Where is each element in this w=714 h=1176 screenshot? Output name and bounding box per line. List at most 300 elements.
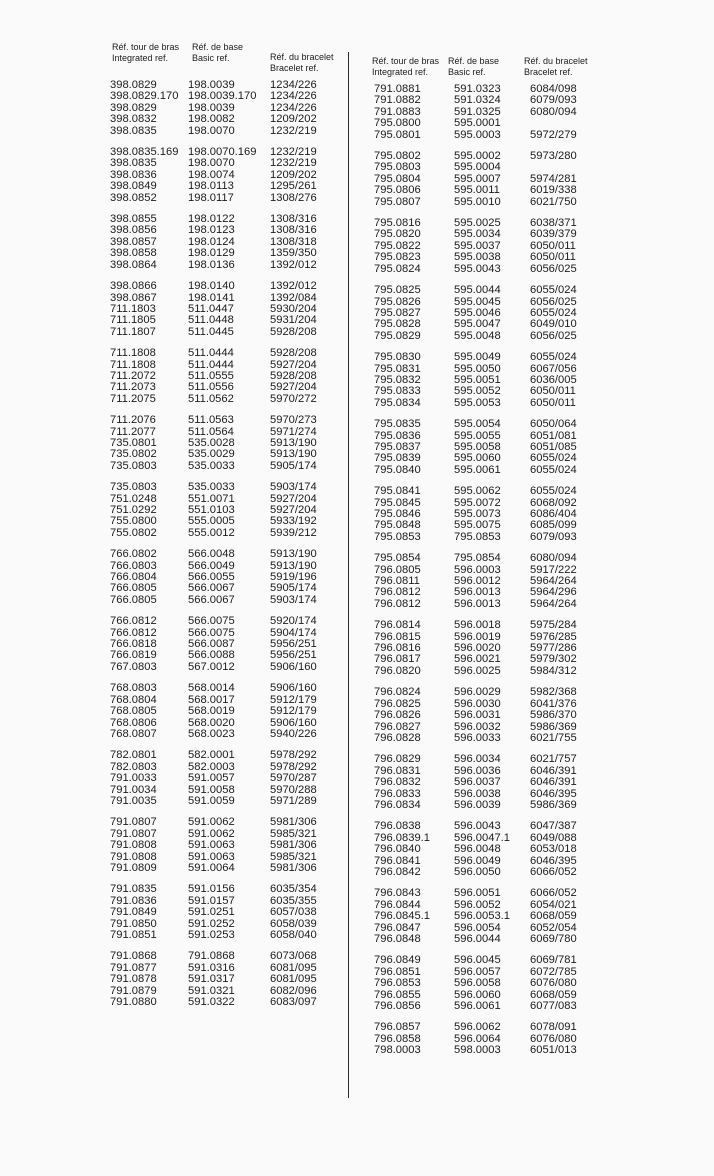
integrated-ref-cell: 795.0825: [374, 284, 421, 297]
integrated-ref-cell: 791.0836: [110, 894, 157, 907]
integrated-ref-cell: 398.0829.170: [110, 90, 179, 103]
basic-ref-cell: 566.0088: [188, 649, 235, 662]
basic-ref-cell: 595.0073: [454, 508, 501, 520]
integrated-ref-cell: 798.0003: [374, 1044, 421, 1057]
row-group: [372, 754, 652, 811]
basic-ref-cell: 596.0049: [454, 854, 501, 867]
bracelet-ref-cell: 1209/202: [270, 113, 317, 126]
table-row: [60, 193, 350, 204]
bracelet-ref-cell: 6055/024: [530, 463, 577, 476]
basic-ref-cell: 591.0322: [188, 996, 235, 1009]
bracelet-ref-cell: 5956/251: [270, 649, 317, 662]
basic-ref-cell: 595.0053: [454, 396, 501, 409]
basic-ref-cell: 511.0444: [188, 347, 234, 360]
row-group: [372, 151, 652, 208]
basic-ref-cell: 198.0124: [188, 235, 235, 248]
integrated-ref-cell: 796.0820: [374, 664, 421, 677]
basic-ref-cell: 596.0036: [454, 764, 501, 777]
integrated-ref-cell: 796.0848: [374, 933, 421, 945]
basic-ref-cell: 596.0003: [454, 563, 501, 576]
header-integrated-ref: Réf. tour de bras Integrated ref.: [112, 42, 180, 63]
integrated-ref-cell: 795.0837: [374, 440, 421, 453]
integrated-ref-cell: 795.0836: [374, 429, 421, 442]
bracelet-ref-cell: 5970/287: [270, 772, 317, 785]
basic-ref-cell: 595.0052: [454, 385, 501, 398]
table-row: [372, 620, 652, 631]
basic-ref-cell: 555.0012: [188, 526, 235, 539]
basic-ref-cell: 198.0039: [188, 101, 235, 114]
basic-ref-cell: 595.0002: [454, 150, 501, 163]
table-row: [372, 486, 652, 497]
bracelet-ref-cell: 6041/376: [530, 697, 577, 710]
integrated-ref-cell: 796.0844: [374, 898, 421, 911]
integrated-ref-cell: 791.0883: [374, 105, 421, 118]
basic-ref-cell: 568.0019: [188, 705, 235, 718]
row-group: [372, 821, 652, 878]
table-row: [372, 553, 652, 564]
bracelet-ref-cell: 5974/281: [530, 172, 577, 185]
integrated-ref-cell: 398.0864: [110, 258, 157, 271]
integrated-ref-cell: 795.0824: [374, 262, 421, 275]
table-row: [60, 840, 350, 851]
integrated-ref-cell: 795.0801: [374, 128, 421, 141]
bracelet-ref-cell: 6055/024: [530, 284, 577, 297]
integrated-ref-cell: 711.2077: [110, 425, 156, 438]
bracelet-ref-cell: 6068/059: [530, 988, 577, 1001]
header-bracelet-ref: Réf. du bracelet Bracelet ref.: [524, 56, 588, 77]
table-row: [60, 281, 350, 292]
integrated-ref-cell: 795.0840: [374, 463, 421, 476]
integrated-ref-cell: 766.0805: [110, 582, 157, 595]
row-group: [372, 419, 652, 476]
integrated-ref-cell: 795.0828: [374, 318, 421, 331]
integrated-ref-cell: 766.0802: [110, 548, 157, 561]
basic-ref-cell: 566.0067: [188, 582, 235, 595]
bracelet-ref-cell: 6079/093: [530, 94, 577, 107]
row-group: [60, 951, 350, 1008]
basic-ref-cell: 791.0868: [188, 950, 235, 963]
integrated-ref-cell: 735.0802: [110, 448, 157, 461]
basic-ref-cell: 596.0037: [454, 776, 501, 789]
bracelet-ref-cell: 1359/350: [270, 247, 317, 260]
row-group: [372, 620, 652, 677]
basic-ref-cell: 596.0062: [454, 1021, 501, 1034]
integrated-ref-cell: 398.0832: [110, 113, 157, 126]
basic-ref-cell: 566.0055: [188, 571, 235, 584]
bracelet-ref-cell: 5956/251: [270, 638, 317, 651]
bracelet-ref-cell: 6081/095: [270, 973, 317, 986]
bracelet-ref-cell: 5905/174: [270, 459, 317, 472]
row-group: [372, 1022, 652, 1056]
basic-ref-cell: 595.0044: [454, 284, 501, 297]
basic-ref-cell: 595.0004: [454, 161, 501, 174]
bracelet-ref-cell: 5940/226: [270, 727, 317, 740]
basic-ref-cell: 595.0051: [454, 373, 501, 386]
integrated-ref-cell: 398.0835: [110, 157, 157, 170]
table-row: [372, 1001, 652, 1012]
basic-ref-cell: 591.0063: [188, 839, 235, 852]
basic-ref-cell: 591.0157: [188, 894, 235, 907]
bracelet-ref-cell: 5984/312: [530, 664, 577, 677]
integrated-ref-cell: 795.0830: [374, 351, 421, 364]
basic-ref-cell: 198.0039: [188, 79, 235, 91]
basic-ref-cell: 596.0047.1: [454, 831, 510, 844]
integrated-ref-cell: 795.0832: [374, 373, 421, 386]
row-group: [60, 616, 350, 673]
bracelet-ref-cell: 6069/780: [530, 933, 577, 945]
basic-ref-cell: 595.0043: [454, 262, 501, 275]
basic-ref-cell: 596.0061: [454, 1000, 501, 1013]
table-row: [372, 733, 652, 744]
bracelet-ref-cell: 5939/212: [270, 526, 317, 539]
table-row: [372, 264, 652, 275]
integrated-ref-cell: 796.0845.1: [374, 910, 430, 923]
bracelet-ref-cell: 6068/092: [530, 496, 577, 509]
bracelet-ref-cell: 5970/288: [270, 783, 317, 796]
integrated-ref-cell: 755.0802: [110, 526, 157, 539]
basic-ref-cell: 595.0072: [454, 496, 501, 509]
basic-ref-cell: 567.0012: [188, 660, 235, 673]
basic-ref-cell: 566.0075: [188, 626, 235, 639]
bracelet-ref-cell: 1308/316: [270, 224, 317, 237]
basic-ref-cell: 595.0054: [454, 418, 501, 431]
integrated-ref-cell: 711.1808: [110, 347, 156, 360]
basic-ref-cell: 511.0445: [188, 325, 234, 338]
basic-ref-cell: 566.0075: [188, 615, 235, 628]
basic-ref-cell: 595.0001: [454, 117, 501, 130]
table-row: [372, 754, 652, 765]
basic-ref-cell: 566.0067: [188, 593, 235, 606]
basic-ref-cell: 511.0563: [188, 414, 234, 427]
row-group: [60, 348, 350, 405]
bracelet-ref-cell: 6069/781: [530, 954, 577, 967]
bracelet-ref-cell: 6051/013: [530, 1044, 577, 1057]
integrated-ref-cell: 791.0878: [110, 973, 157, 986]
basic-ref-cell: 596.0039: [454, 798, 501, 811]
left-column: [60, 42, 350, 1018]
table-row: [372, 599, 652, 610]
basic-ref-cell: 595.0037: [454, 239, 501, 252]
basic-ref-cell: 511.0556: [188, 381, 234, 394]
bracelet-ref-cell: 6057/038: [270, 906, 317, 919]
row-group: [372, 352, 652, 409]
integrated-ref-cell: 791.0849: [110, 906, 157, 919]
table-row: [372, 352, 652, 363]
bracelet-ref-cell: 6081/095: [270, 961, 317, 974]
table-row: [60, 181, 350, 192]
basic-ref-cell: 596.0058: [454, 977, 501, 990]
bracelet-ref-cell: 5913/190: [270, 436, 317, 449]
row-group: [60, 750, 350, 807]
bracelet-ref-cell: 5930/204: [270, 302, 317, 315]
integrated-ref-cell: 791.0850: [110, 917, 157, 930]
basic-ref-cell: 198.0136: [188, 258, 235, 271]
bracelet-ref-cell: 1392/012: [270, 280, 317, 293]
integrated-ref-cell: 791.0879: [110, 984, 157, 997]
integrated-ref-cell: 795.0846: [374, 508, 421, 520]
row-group: [60, 80, 350, 137]
bracelet-ref-cell: 6021/757: [530, 753, 577, 766]
header-basic-ref: Réf. de base Basic ref.: [192, 42, 244, 63]
bracelet-ref-cell: 5978/292: [270, 749, 317, 762]
bracelet-ref-cell: 5912/179: [270, 693, 317, 706]
integrated-ref-cell: 735.0803: [110, 481, 157, 494]
integrated-ref-cell: 398.0855: [110, 213, 157, 226]
bracelet-ref-cell: 6051/085: [530, 440, 577, 453]
bracelet-ref-cell: 6053/018: [530, 843, 577, 856]
basic-ref-cell: 511.0562: [188, 392, 234, 405]
row-group: [372, 218, 652, 275]
table-row: [60, 348, 350, 359]
table-row: [372, 465, 652, 476]
basic-ref-cell: 511.0448: [188, 314, 234, 327]
integrated-ref-cell: 796.0805: [374, 563, 421, 576]
basic-ref-cell: 596.0044: [454, 933, 501, 945]
bracelet-ref-cell: 5906/160: [270, 660, 317, 673]
row-group: [372, 486, 652, 543]
bracelet-ref-cell: 6083/097: [270, 996, 317, 1009]
bracelet-ref-cell: 5976/285: [530, 630, 577, 643]
basic-ref-cell: 591.0316: [188, 961, 235, 974]
integrated-ref-cell: 796.0853: [374, 977, 421, 990]
integrated-ref-cell: 795.0800: [374, 117, 421, 130]
bracelet-ref-cell: 5964/264: [530, 597, 577, 610]
right-header: [372, 42, 652, 78]
basic-ref-cell: 591.0063: [188, 850, 235, 863]
integrated-ref-cell: 796.0829: [374, 753, 421, 766]
bracelet-ref-cell: 5933/192: [270, 515, 317, 528]
table-row: [372, 285, 652, 296]
bracelet-ref-cell: 6068/059: [530, 910, 577, 923]
integrated-ref-cell: 751.0292: [110, 504, 157, 516]
bracelet-ref-cell: 6050/011: [530, 239, 576, 252]
table-row: [60, 974, 350, 985]
row-group: [60, 214, 350, 271]
basic-ref-cell: 591.0323: [454, 83, 501, 95]
basic-ref-cell: 596.0064: [454, 1032, 501, 1045]
integrated-ref-cell: 398.0836: [110, 168, 157, 181]
bracelet-ref-cell: 6067/056: [530, 362, 577, 375]
table-row: [60, 773, 350, 784]
bracelet-ref-cell: 1234/226: [270, 90, 317, 103]
bracelet-ref-cell: 5964/296: [530, 586, 577, 599]
basic-ref-cell: 596.0031: [454, 709, 501, 722]
basic-ref-cell: 595.0045: [454, 295, 501, 308]
integrated-ref-cell: 796.0826: [374, 709, 421, 722]
integrated-ref-cell: 398.0835: [110, 124, 157, 137]
table-row: [372, 666, 652, 677]
basic-ref-cell: 598.0003: [454, 1044, 501, 1057]
basic-ref-cell: 591.0156: [188, 883, 235, 896]
integrated-ref-cell: 795.0826: [374, 295, 421, 308]
basic-ref-cell: 595.0060: [454, 452, 501, 465]
bracelet-ref-cell: 6058/039: [270, 917, 317, 930]
integrated-ref-cell: 795.0841: [374, 485, 421, 498]
integrated-ref-cell: 795.0802: [374, 150, 421, 163]
integrated-ref-cell: 711.2073: [110, 381, 156, 394]
table-row: [372, 844, 652, 855]
basic-ref-cell: 198.0129: [188, 247, 235, 260]
bracelet-ref-cell: 6046/395: [530, 787, 577, 800]
table-row: [60, 706, 350, 717]
integrated-ref-cell: 791.0880: [110, 996, 157, 1009]
table-row: [372, 331, 652, 342]
basic-ref-cell: 511.0555: [188, 369, 234, 382]
integrated-ref-cell: 796.0855: [374, 988, 421, 1001]
basic-ref-cell: 595.0046: [454, 306, 501, 319]
row-group: [60, 884, 350, 941]
bracelet-ref-cell: 5986/369: [530, 720, 577, 733]
integrated-ref-cell: 795.0829: [374, 329, 421, 342]
bracelet-ref-cell: 5903/174: [270, 481, 317, 494]
integrated-ref-cell: 796.0815: [374, 630, 421, 643]
integrated-ref-cell: 751.0248: [110, 492, 157, 505]
integrated-ref-cell: 796.0843: [374, 887, 421, 900]
basic-ref-cell: 591.0324: [454, 94, 501, 107]
bracelet-ref-cell: 6035/354: [270, 883, 317, 896]
bracelet-ref-cell: 6076/080: [530, 977, 577, 990]
integrated-ref-cell: 398.0858: [110, 247, 157, 260]
bracelet-ref-cell: 5928/208: [270, 369, 317, 382]
table-row: [372, 532, 652, 543]
table-row: [60, 549, 350, 560]
table-row: [60, 750, 350, 761]
basic-ref-cell: 595.0003: [454, 128, 501, 141]
table-row: [60, 907, 350, 918]
bracelet-ref-cell: 6072/785: [530, 965, 577, 978]
integrated-ref-cell: 795.0848: [374, 519, 421, 532]
basic-ref-cell: 566.0087: [188, 638, 235, 651]
integrated-ref-cell: 791.0882: [374, 94, 421, 107]
basic-ref-cell: 591.0064: [188, 861, 235, 874]
bracelet-ref-cell: 6073/068: [270, 950, 317, 963]
integrated-ref-cell: 766.0818: [110, 638, 157, 651]
table-row: [60, 595, 350, 606]
integrated-ref-cell: 795.0833: [374, 385, 421, 398]
basic-ref-cell: 795.0854: [454, 552, 501, 565]
integrated-ref-cell: 796.0857: [374, 1021, 421, 1034]
integrated-ref-cell: 398.0829: [110, 101, 157, 114]
integrated-ref-cell: 796.0833: [374, 787, 421, 800]
table-row: [60, 616, 350, 627]
basic-ref-cell: 591.0253: [188, 929, 235, 941]
bracelet-ref-cell: 1295/261: [270, 180, 317, 193]
integrated-ref-cell: 796.0851: [374, 965, 421, 978]
integrated-ref-cell: 766.0804: [110, 571, 157, 584]
integrated-ref-cell: 796.0849: [374, 954, 421, 967]
bracelet-ref-cell: 6050/011: [530, 251, 576, 264]
basic-ref-cell: 595.0025: [454, 217, 501, 230]
basic-ref-cell: 596.0013: [454, 597, 501, 610]
integrated-ref-cell: 711.2076: [110, 414, 156, 427]
table-row: [60, 683, 350, 694]
basic-ref-cell: 555.0005: [188, 515, 235, 528]
basic-ref-cell: 568.0020: [188, 716, 235, 729]
bracelet-ref-cell: 6066/052: [530, 865, 577, 878]
bracelet-ref-cell: 6019/338: [530, 184, 577, 197]
integrated-ref-cell: 735.0801: [110, 436, 157, 449]
bracelet-ref-cell: 6056/025: [530, 295, 577, 308]
basic-ref-cell: 198.0070.169: [188, 146, 257, 159]
integrated-ref-cell: 791.0809: [110, 861, 157, 874]
table-row: [60, 248, 350, 259]
table-row: [60, 930, 350, 941]
basic-ref-cell: 535.0028: [188, 436, 235, 449]
integrated-ref-cell: 766.0812: [110, 615, 157, 628]
integrated-ref-cell: 796.0847: [374, 921, 421, 934]
basic-ref-cell: 568.0023: [188, 727, 235, 740]
basic-ref-cell: 198.0122: [188, 213, 235, 226]
table-row: [60, 528, 350, 539]
basic-ref-cell: 591.0058: [188, 783, 235, 796]
bracelet-ref-cell: 1392/012: [270, 258, 317, 271]
integrated-ref-cell: 791.0881: [374, 83, 421, 95]
integrated-ref-cell: 796.0828: [374, 731, 421, 744]
bracelet-ref-cell: 5973/280: [530, 150, 577, 163]
bracelet-ref-cell: 6078/091: [530, 1021, 577, 1034]
bracelet-ref-cell: 5970/272: [270, 392, 317, 405]
bracelet-ref-cell: 6055/024: [530, 351, 577, 364]
integrated-ref-cell: 795.0823: [374, 251, 421, 264]
integrated-ref-cell: 796.0817: [374, 653, 421, 666]
row-group: [372, 955, 652, 1012]
bracelet-ref-cell: 1308/318: [270, 235, 317, 248]
integrated-ref-cell: 711.1808: [110, 358, 156, 371]
basic-ref-cell: 582.0003: [188, 760, 235, 773]
table-row: [372, 867, 652, 878]
header-integrated-ref: Réf. tour de bras Integrated ref.: [372, 56, 440, 77]
bracelet-ref-cell: 5972/279: [530, 128, 577, 141]
integrated-ref-cell: 711.2072: [110, 369, 156, 382]
basic-ref-cell: 198.0141: [188, 291, 235, 304]
basic-ref-cell: 596.0019: [454, 630, 501, 643]
integrated-ref-cell: 795.0839: [374, 452, 421, 465]
integrated-ref-cell: 796.0856: [374, 1000, 421, 1013]
basic-ref-cell: 566.0048: [188, 548, 235, 561]
bracelet-ref-cell: 6049/010: [530, 318, 577, 331]
table-row: [60, 126, 350, 137]
table-row: [372, 197, 652, 208]
integrated-ref-cell: 795.0804: [374, 172, 421, 185]
integrated-ref-cell: 795.0816: [374, 217, 421, 230]
basic-ref-cell: 595.0049: [454, 351, 501, 364]
basic-ref-cell: 198.0082: [188, 113, 235, 126]
table-row: [372, 710, 652, 721]
basic-ref-cell: 198.0123: [188, 224, 235, 237]
integrated-ref-cell: 791.0851: [110, 929, 157, 941]
table-row: [372, 934, 652, 945]
table-row: [60, 796, 350, 807]
bracelet-ref-cell: 6055/024: [530, 306, 577, 319]
bracelet-ref-cell: 6058/040: [270, 929, 317, 941]
table-row: [60, 662, 350, 673]
right-column: [372, 42, 652, 1067]
bracelet-ref-cell: 5903/174: [270, 593, 317, 606]
integrated-ref-cell: 398.0849: [110, 180, 157, 193]
integrated-ref-cell: 796.0827: [374, 720, 421, 733]
basic-ref-cell: 596.0032: [454, 720, 501, 733]
basic-ref-cell: 595.0050: [454, 362, 501, 375]
row-group: [60, 549, 350, 606]
bracelet-ref-cell: 1308/316: [270, 213, 317, 226]
integrated-ref-cell: 768.0807: [110, 727, 157, 740]
table-row: [60, 482, 350, 493]
bracelet-ref-cell: 5913/190: [270, 448, 317, 461]
basic-ref-cell: 595.0011: [454, 184, 500, 197]
table-row: [372, 398, 652, 409]
basic-ref-cell: 596.0034: [454, 753, 501, 766]
basic-ref-cell: 511.0564: [188, 425, 234, 438]
